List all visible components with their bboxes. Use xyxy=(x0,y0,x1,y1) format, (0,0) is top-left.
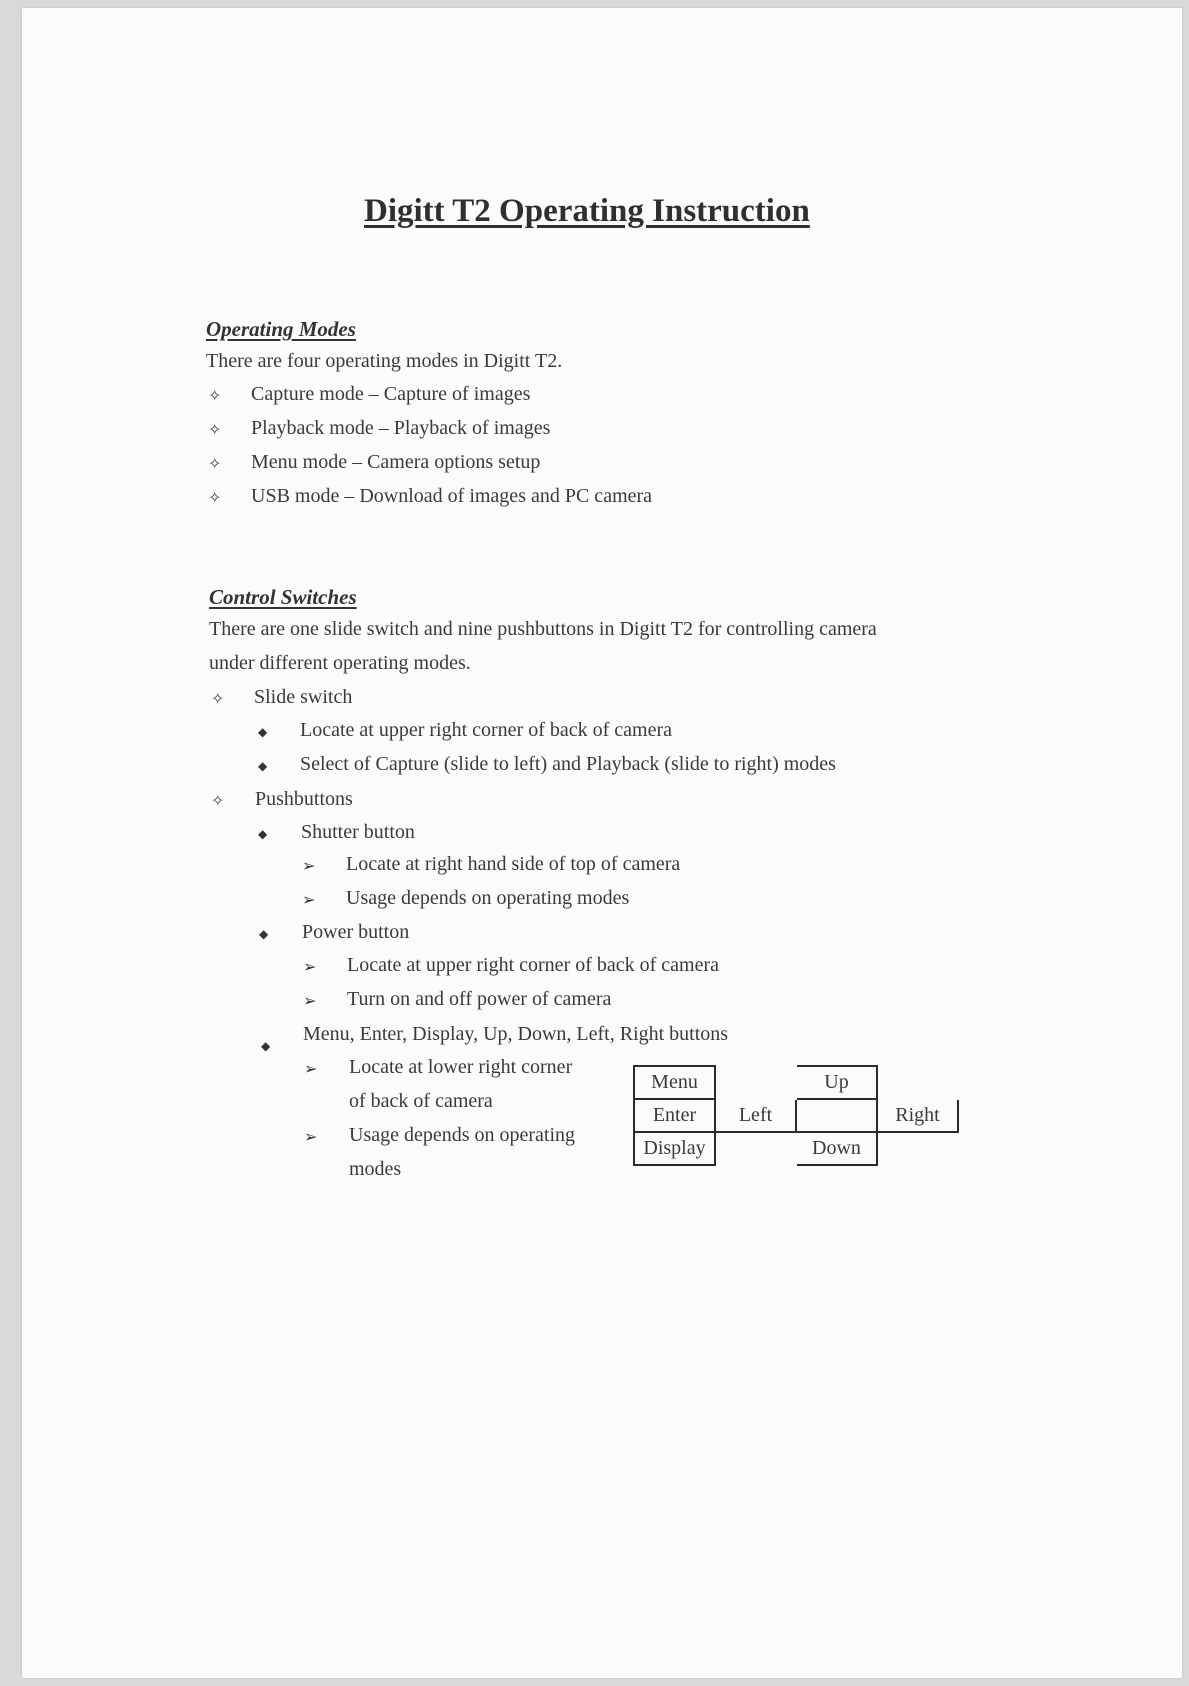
shutter-button-label: Shutter button xyxy=(301,821,415,843)
power-point: Locate at upper right corner of back of camera xyxy=(347,954,720,976)
operating-modes-intro: There are four operating modes in Digitt T2. xyxy=(206,350,563,372)
pushbuttons-label: Pushbuttons xyxy=(255,788,353,810)
empty-cell xyxy=(715,1132,796,1165)
down-key-cell: Down xyxy=(796,1132,877,1165)
nav-point: Locate at lower right corner xyxy=(349,1056,573,1078)
arrow-bullet-icon: ➢ xyxy=(304,1129,318,1146)
arrow-bullet-icon: ➢ xyxy=(303,993,317,1010)
diamond-bullet-icon: ◆ xyxy=(258,725,268,739)
star-bullet-icon: ✧ xyxy=(208,388,222,405)
right-key-cell: Right xyxy=(877,1099,958,1132)
control-switches-intro: There are one slide switch and nine pushbuttons in Digitt T2 for controlling camera xyxy=(209,618,877,640)
star-bullet-icon: ✧ xyxy=(208,490,222,507)
power-button-label: Power button xyxy=(302,921,410,943)
empty-cell xyxy=(877,1132,958,1165)
page-title: Digitt T2 Operating Instruction xyxy=(364,193,810,229)
diamond-bullet-icon: ◆ xyxy=(258,759,268,773)
arrow-bullet-icon: ➢ xyxy=(302,858,316,875)
diamond-bullet-icon: ◆ xyxy=(258,827,268,841)
diamond-bullet-icon: ◆ xyxy=(261,1039,271,1053)
left-key-cell: Left xyxy=(715,1099,796,1132)
arrow-bullet-icon: ➢ xyxy=(302,892,316,909)
shutter-point: Locate at right hand side of top of camera xyxy=(346,853,681,875)
star-bullet-icon: ✧ xyxy=(208,422,222,439)
mode-item: Menu mode – Camera options setup xyxy=(251,451,541,473)
power-point: Turn on and off power of camera xyxy=(347,988,612,1010)
star-bullet-icon: ✧ xyxy=(211,793,225,810)
nav-point: Usage depends on operating xyxy=(349,1124,576,1146)
empty-cell xyxy=(715,1066,796,1099)
control-switches-heading: Control Switches xyxy=(209,585,357,609)
center-cell xyxy=(796,1099,877,1132)
mode-item: USB mode – Download of images and PC camera xyxy=(251,485,653,507)
operating-modes-heading: Operating Modes xyxy=(206,317,356,341)
mode-item: Playback mode – Playback of images xyxy=(251,417,551,439)
nav-buttons-label: Menu, Enter, Display, Up, Down, Left, Right buttons xyxy=(303,1023,729,1045)
nav-point-cont: modes xyxy=(349,1158,402,1180)
arrow-bullet-icon: ➢ xyxy=(304,1061,318,1078)
star-bullet-icon: ✧ xyxy=(208,456,222,473)
slide-switch-point: Select of Capture (slide to left) and Playback (slide to right) modes xyxy=(300,753,836,775)
empty-cell xyxy=(877,1066,958,1099)
slide-switch-point: Locate at upper right corner of back of camera xyxy=(300,719,673,741)
arrow-bullet-icon: ➢ xyxy=(303,959,317,976)
up-key-cell: Up xyxy=(796,1066,877,1099)
button-layout-table xyxy=(633,1065,959,1166)
star-bullet-icon: ✧ xyxy=(211,691,225,708)
enter-key-cell: Enter xyxy=(634,1099,715,1132)
slide-switch-label: Slide switch xyxy=(254,686,353,708)
mode-item: Capture mode – Capture of images xyxy=(251,383,531,405)
menu-key-cell: Menu xyxy=(634,1066,715,1099)
document-page xyxy=(22,8,1182,1678)
shutter-point: Usage depends on operating modes xyxy=(346,887,630,909)
diamond-bullet-icon: ◆ xyxy=(259,927,269,941)
control-switches-intro-cont: under different operating modes. xyxy=(209,652,471,674)
display-key-cell: Display xyxy=(634,1132,715,1165)
nav-point-cont: of back of camera xyxy=(349,1090,493,1112)
